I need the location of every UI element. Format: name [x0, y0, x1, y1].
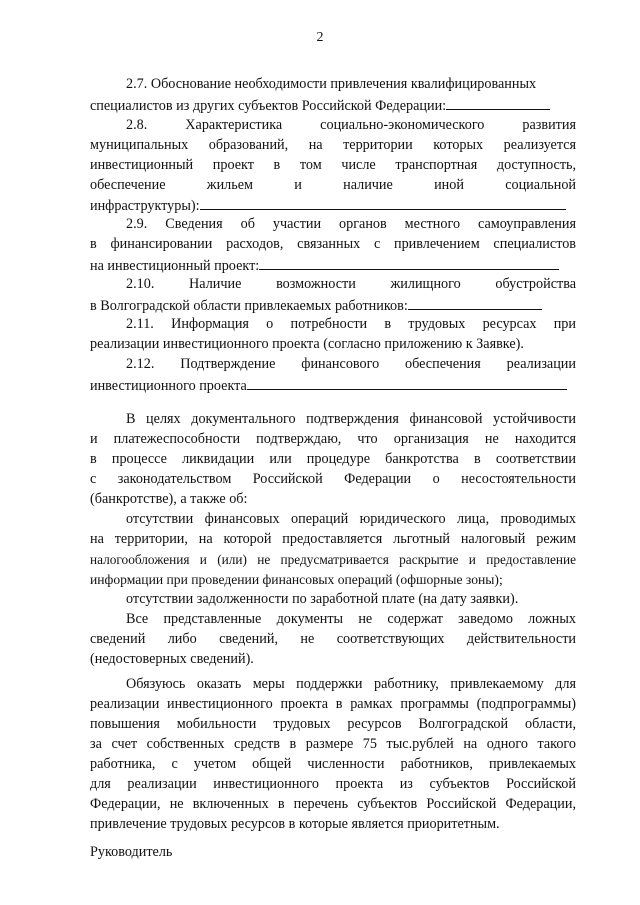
para-5-line-7: Федерации, не включенных в перечень субъектов Российской Федерации, — [90, 796, 576, 812]
item-2-12-blank — [247, 374, 567, 390]
para-4-line-2: сведений либо сведений, не соответствующих действительности — [90, 631, 576, 647]
para-5-line-2: реализации инвестиционного проекта в рамках программы (подпрограммы) — [90, 696, 576, 712]
para-3-line-1: отсутствии задолженности по заработной плате (на дату заявки). — [126, 591, 519, 607]
item-2-10-blank — [408, 294, 542, 310]
para-2-line-4: информации при проведении финансовых операций (офшорные зоны); — [90, 572, 503, 587]
item-2-8-line-2: муниципальных образований, на территории которых реализуется — [90, 137, 577, 153]
item-2-9-line-2: в финансировании расходов, связанных с привлечением специалистов — [90, 236, 576, 252]
item-2-8-line-1: 2.8. Характеристика социально-экономического развития — [126, 117, 576, 133]
para-5-line-4: за счет собственных средств в размере 75 тыс.рублей на одного такого — [90, 736, 576, 752]
para-5-line-1: Обязуюсь оказать меры поддержки работнику, привлекаемому для — [126, 676, 576, 692]
para-2-line-1: отсутствии финансовых операций юридического лица, проводимых — [126, 511, 576, 527]
item-2-10-line-1: 2.10. Наличие возможности жилищного обустройства — [126, 276, 576, 292]
item-2-7-text: специалистов из других субъектов Российской Федерации: — [90, 98, 447, 114]
item-2-8-line-4: обеспечение жильем и наличие иной социальной — [90, 177, 577, 193]
para-5-line-5: работника, с учетом общей численности работников, привлекаемых — [90, 756, 576, 772]
para-5-line-3: повышения мобильности трудовых ресурсов Волгоградской области, — [90, 716, 576, 732]
para-4-line-3: (недостоверных сведений). — [90, 651, 254, 667]
item-2-9-line-1: 2.9. Сведения об участии органов местного самоуправления — [126, 216, 576, 232]
para-1-line-1: В целях документального подтверждения финансовой устойчивости — [126, 411, 576, 427]
para-2-line-3: налогообложения и (или) не предусматривается раскрытие и предоставление — [90, 552, 576, 567]
item-2-9-line-3: на инвестиционный проект: — [90, 254, 576, 275]
item-2-9-blank — [259, 254, 559, 270]
para-4-line-1: Все представленные документы не содержат заведомо ложных — [126, 611, 576, 627]
para-1-line-4: с законодательством Российской Федерации о несостоятельности — [90, 471, 576, 487]
item-2-11-line-1: 2.11. Информация о потребности в трудовых ресурсах при — [126, 316, 576, 332]
para-1-line-3: в процессе ликвидации или процедуре банкротства в соответствии — [90, 451, 576, 467]
para-5-line-8: привлечение трудовых ресурсов в которые является приоритетным. — [90, 816, 500, 832]
para-1-line-2: и платежеспособности подтверждаю, что организация не находится — [90, 431, 576, 447]
item-2-10-line-2: в Волгоградской области привлекаемых работников: — [90, 294, 576, 315]
item-2-7-blank — [446, 94, 550, 110]
para-5-line-6: для реализации инвестиционного проекта из субъектов Российской — [90, 776, 576, 792]
head-label: Руководитель — [90, 844, 173, 860]
item-2-12-line-1: 2.12. Подтверждение финансового обеспечения реализации — [126, 356, 576, 372]
para-1-line-5: (банкротстве), а также об: — [90, 491, 248, 507]
item-2-8-line-5: инфраструктуры): — [90, 194, 576, 215]
page-number: 2 — [316, 30, 324, 45]
para-2-line-2: на территории, на которой предоставляется льготный налоговый режим — [90, 531, 576, 547]
item-2-11-line-2: реализации инвестиционного проекта (согласно приложению к Заявке). — [90, 336, 524, 352]
item-2-7-line-1: 2.7. Обоснование необходимости привлечения квалифицированных — [126, 76, 537, 92]
item-2-12-line-2: инвестиционного проекта — [90, 374, 576, 395]
item-2-7-line-2 — [90, 94, 576, 115]
item-2-8-line-3: инвестиционный проект в том числе транспортная доступность, — [90, 157, 577, 173]
item-2-8-blank — [200, 194, 566, 210]
